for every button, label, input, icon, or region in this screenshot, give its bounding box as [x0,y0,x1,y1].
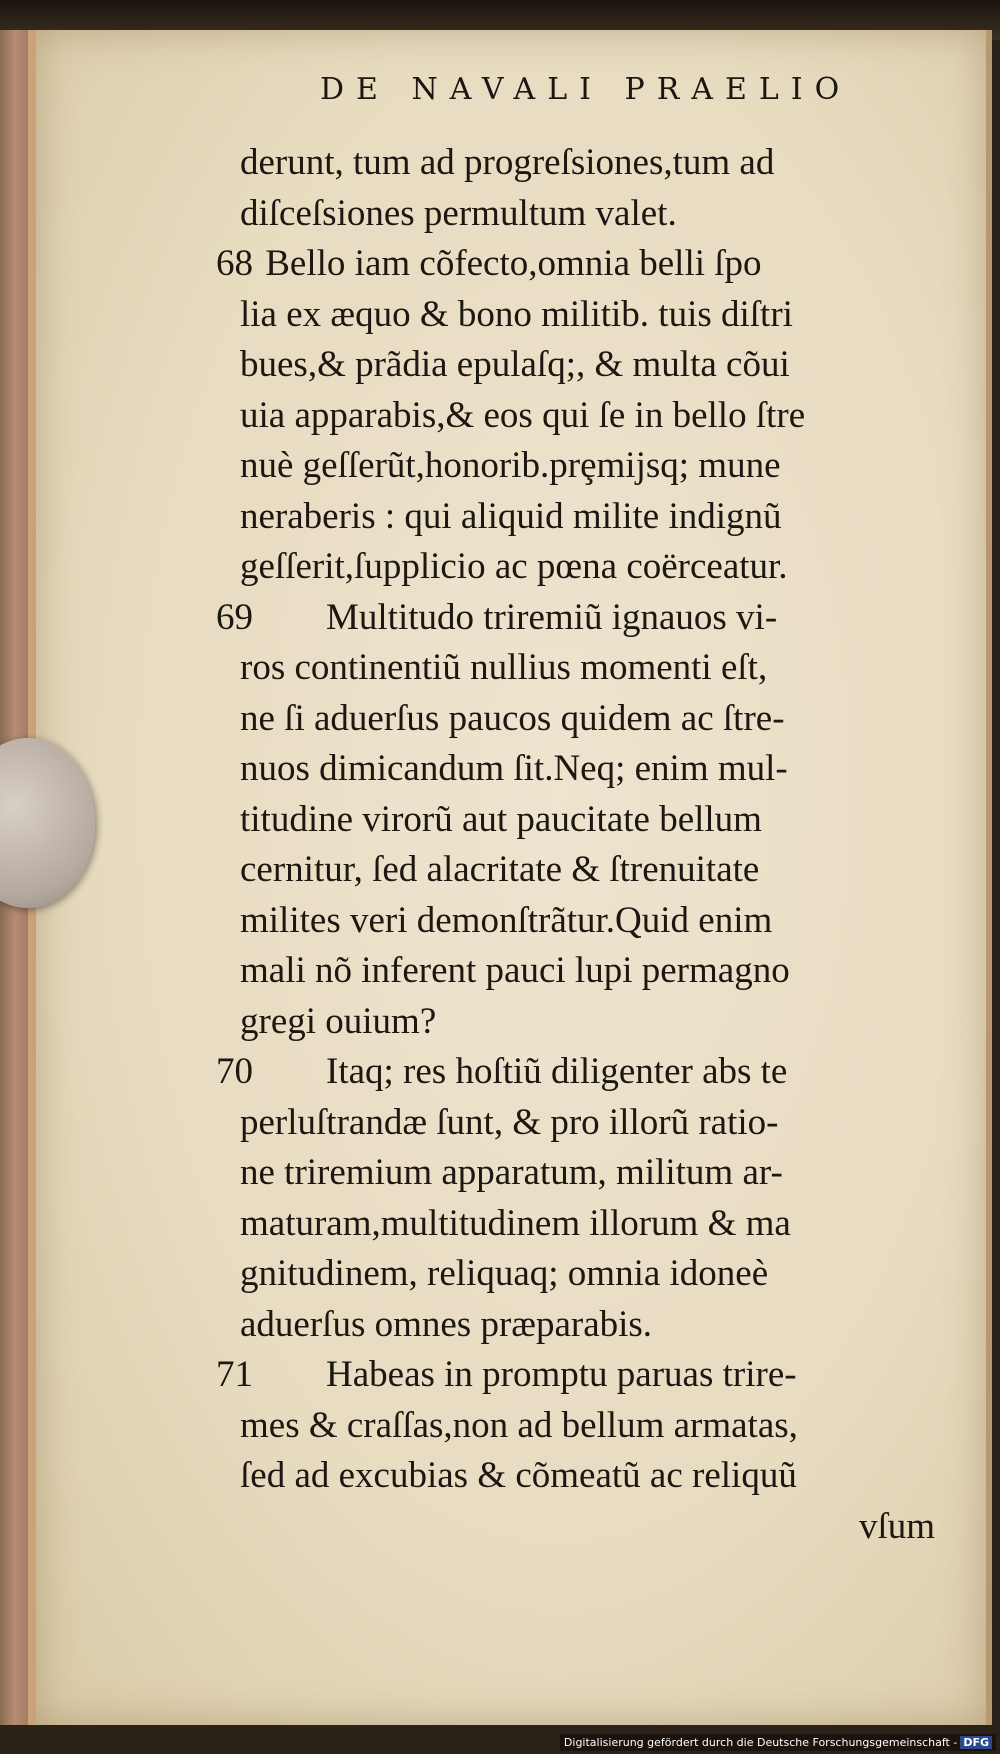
text-line: mali nõ inferent pauci lupi permagno [240,950,790,991]
text-line: aduerſus omnes præparabis. [240,1303,653,1345]
text-line: geſſerit,ſupplicio ac pœna coërceatur. [240,546,788,587]
text-line [216,1047,940,1098]
catchword: vſum [858,1505,935,1547]
digitization-footer [560,1734,996,1751]
text-line: uia apparabis,& eos qui ſe in bello ſtre [240,394,806,436]
text-line: milites veri demonſtrãtur.Quid enim [240,899,773,941]
text-line-content: Bello iam cõfecto,omnia belli ſpo [265,243,762,284]
text-line [216,1350,940,1401]
text-line: diſceſsiones permultum valet. [240,192,677,234]
dfg-logo: DFG [960,1736,992,1749]
text-line: ſed ad excubias & cõmeatũ ac reliquũ [240,1455,797,1496]
footer-text: Digitalisierung gefördert durch die Deutsche Forschungsgemeinschaft - [563,1736,958,1749]
running-header: DE NAVALI PRAELIO [320,72,852,107]
text-line: ne triremium apparatum, militum ar- [240,1152,783,1193]
text-line-content: Itaq; res hoſtiũ diligenter abs te [326,1051,788,1092]
text-line: perluſtrandæ ſunt, & pro illorũ ratio- [240,1101,779,1143]
text-line: mes & craſſas,non ad bellum armatas, [240,1404,798,1446]
text-line: lia ex æquo & bono militib. tuis diſtri [240,293,793,335]
section-number: 71 [216,1354,253,1395]
text-line [216,593,940,644]
text-line: gregi ouium? [240,1000,437,1042]
section-number: 68 [216,243,253,284]
text-line-content: Habeas in promptu paruas trire- [326,1354,797,1395]
section-number: 69 [216,596,253,638]
text-line: derunt, tum ad progreſsiones,tum ad [240,142,775,183]
text-line: ros continentiũ nullius momenti eſt, [240,647,768,688]
text-line: bues,& prãdia epulaſq;, & multa cõui [240,344,790,385]
text-line: ne ſi aduerſus paucos quidem ac ſtre- [240,697,785,739]
text-line: nuos dimicandum ſit.Neq; enim mul- [240,748,788,789]
text-line: nuè geſſerũt,honorib.prȩmijsq; mune [240,445,781,486]
text-line: cernitur, ſed alacritate & ſtrenuitate [240,849,760,890]
section-number: 70 [216,1051,253,1092]
text-line: maturam,multitudinem illorum & ma [240,1202,791,1244]
page-text [216,138,940,1552]
text-line [216,239,940,290]
text-line: neraberis : qui aliquid milite indignũ [240,495,782,537]
text-line: gnitudinem, reliquaq; omnia idoneè [240,1253,769,1294]
text-line-content: Multitudo triremiũ ignauos vi- [326,596,778,638]
text-line: titudine virorũ aut paucitate bellum [240,798,762,840]
